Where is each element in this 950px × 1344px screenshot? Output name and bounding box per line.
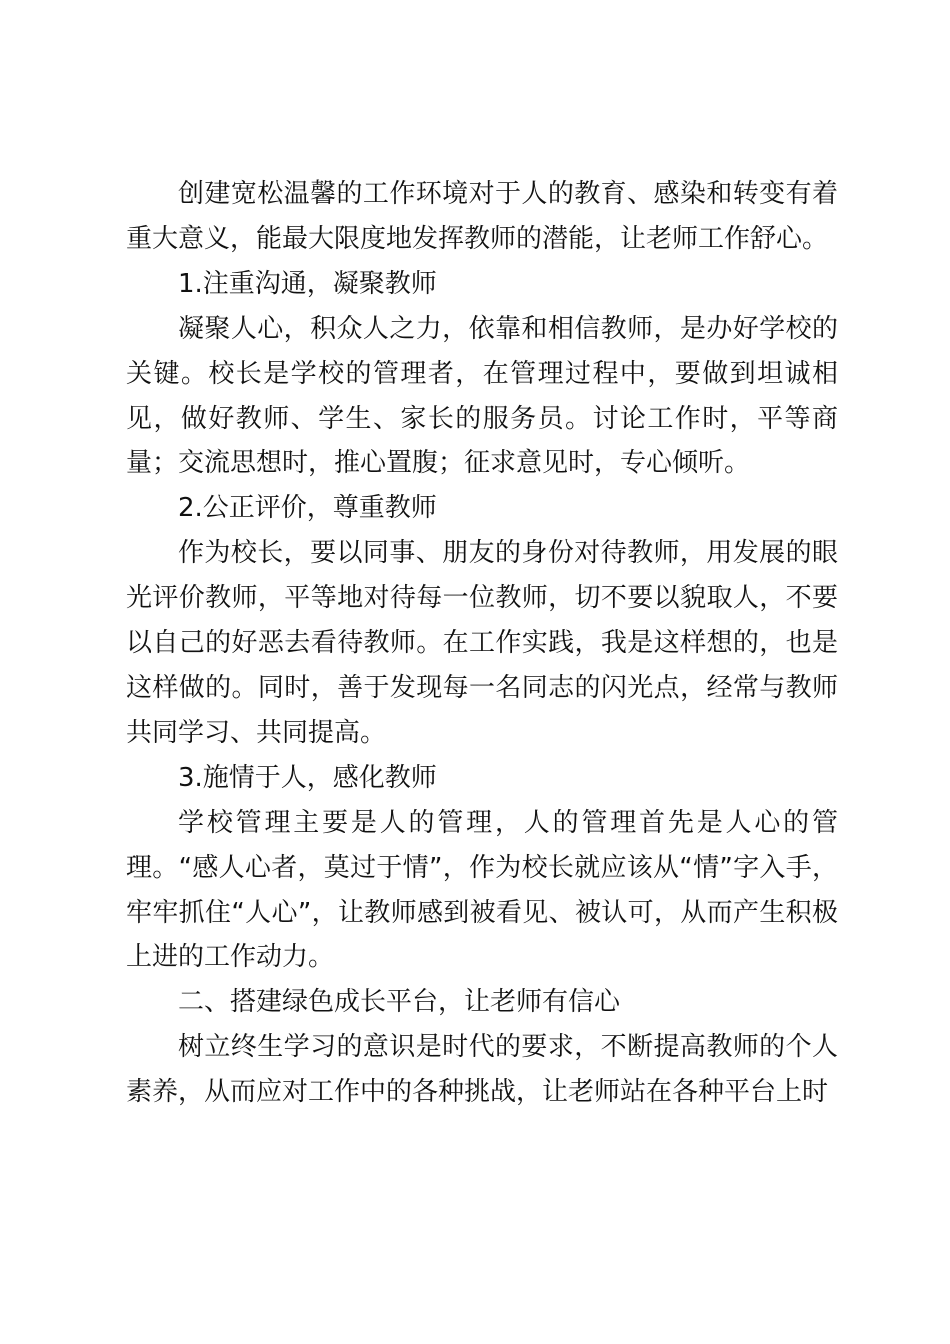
heading-growth-platform: 二、搭建绿色成长平台，让老师有信心	[178, 987, 621, 1018]
paragraph-unite-hearts: 凝聚人心，积众人之力，依靠和相信教师，是办好学校的关键。校长是学校的管理者，在管理过程中，要做到坦诚相见，做好教师、学生、家长的服务员。讨论工作时，平等商量；交流思想时，推心置腹；征求意见时，专心倾听。	[126, 313, 838, 479]
heading-fair-evaluation: 2.公正评价，尊重教师	[178, 493, 437, 524]
heading-emotion: 3.施情于人，感化教师	[178, 762, 437, 793]
heading-communication: 1.注重沟通，凝聚教师	[178, 268, 437, 299]
paragraph-respect-teachers: 作为校长，要以同事、朋友的身份对待教师，用发展的眼光评价教师，平等地对待每一位教师，切不要以貌取人，不要以自己的好恶去看待教师。在工作实践，我是这样想的，也是这样做的。同时，善于发现每一名同志的闪光点，经常与教师共同学习、共同提高。	[126, 538, 838, 748]
paragraph-people-management: 学校管理主要是人的管理，人的管理首先是人心的管理。“感人心者，莫过于情”，作为校长就应该从“情”字入手，牢牢抓住“人心”，让教师感到被看见、被认可，从而产生积极上进的工作动力。	[126, 807, 838, 973]
document-body	[126, 172, 838, 1115]
paragraph-lifelong-learning: 树立终生学习的意识是时代的要求，不断提高教师的个人素养，从而应对工作中的各种挑战，让老师站在各种平台上时	[126, 1032, 838, 1108]
paragraph-work-environment: 创建宽松温馨的工作环境对于人的教育、感染和转变有着重大意义，能最大限度地发挥教师的潜能，让老师工作舒心。	[126, 179, 838, 254]
